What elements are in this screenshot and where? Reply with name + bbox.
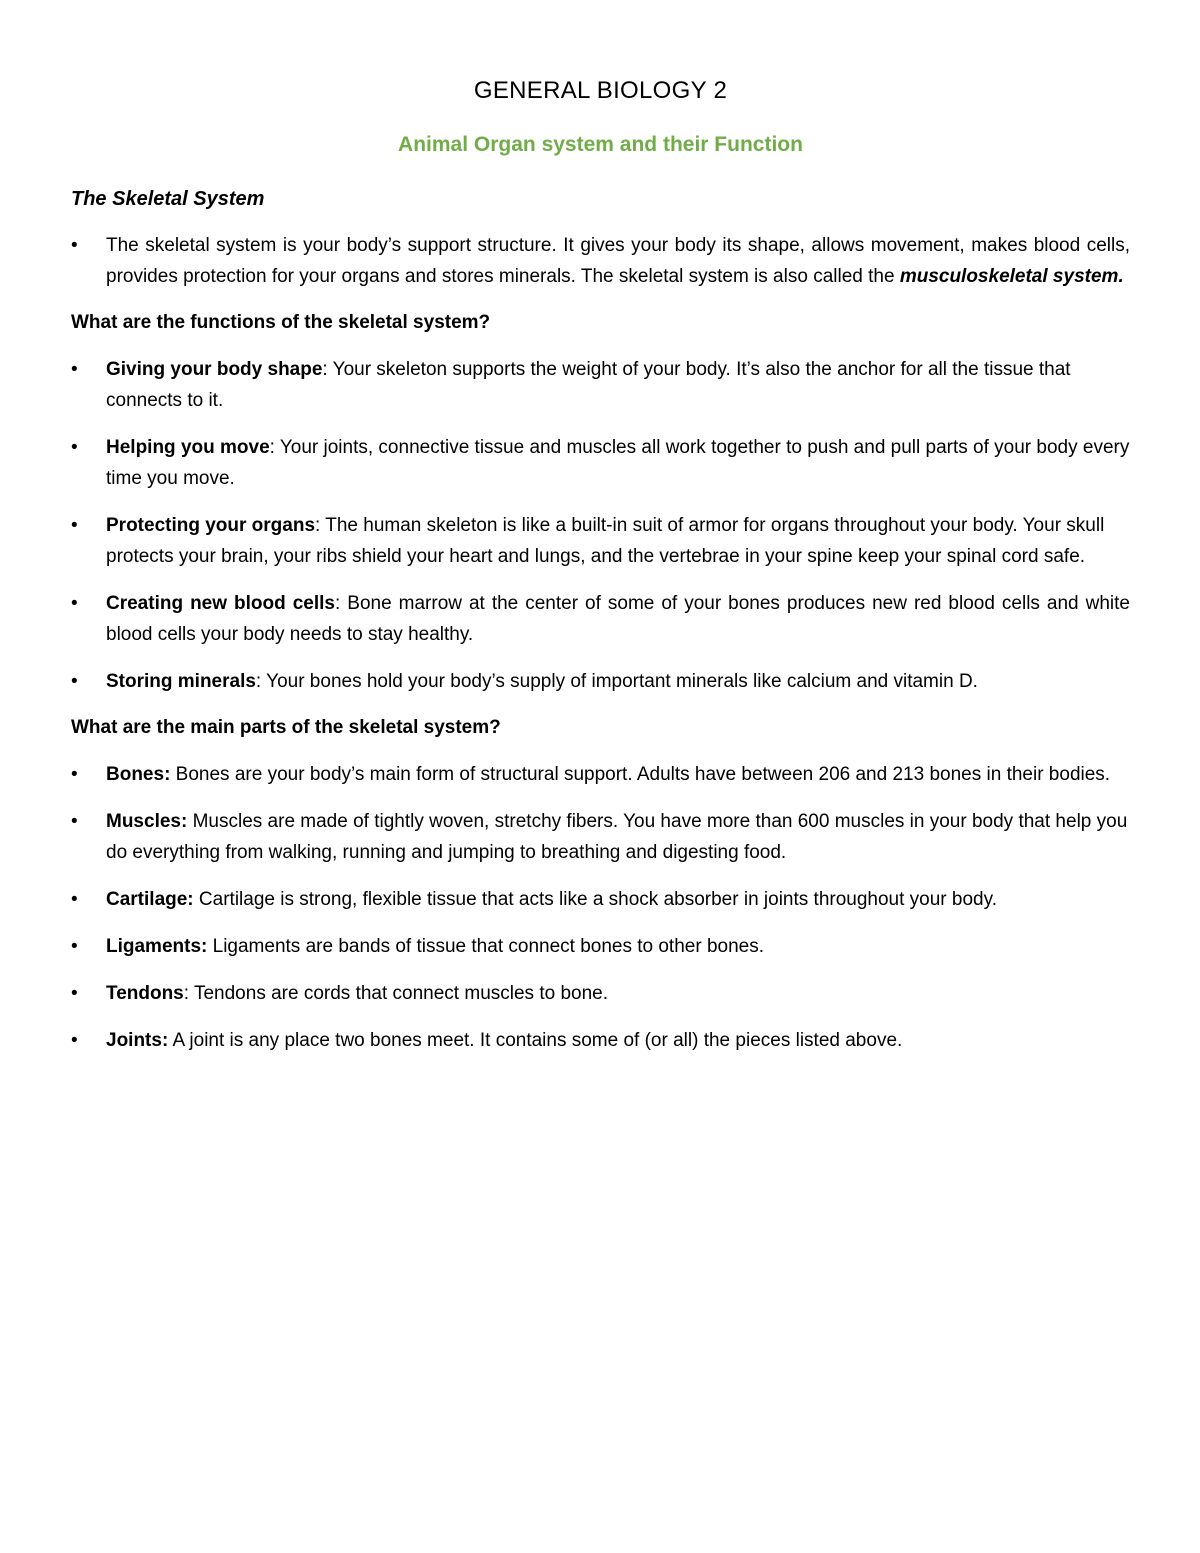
document-title: GENERAL BIOLOGY 2: [473, 77, 728, 104]
bullet-icon: •: [71, 936, 78, 957]
function-description: : Your bones hold your body’s supply of important minerals like calcium and vitamin D.: [255, 671, 978, 692]
bullet-icon: •: [71, 515, 78, 536]
bullet-icon: •: [71, 983, 78, 1004]
bullet-icon: •: [71, 1030, 78, 1051]
intro-text-end: .: [1118, 266, 1124, 287]
bullet-icon: •: [71, 811, 78, 832]
function-description: : The human skeleton is like a built-in suit of armor for organs throughout your body. Your skull protects your brain, your ribs shield your heart and lungs, and the vertebrae in your spine keep your spinal cord safe.: [106, 515, 1105, 567]
function-item: [71, 432, 1130, 494]
function-item: [71, 588, 1130, 650]
part-term: Ligaments:: [106, 936, 208, 957]
bullet-icon: •: [71, 437, 78, 458]
function-term: Protecting your organs: [106, 515, 316, 536]
parts-list: [71, 759, 1130, 1056]
part-term: Cartilage:: [106, 889, 194, 910]
bullet-icon: •: [71, 889, 78, 910]
document-subtitle: Animal Organ system and their Function: [398, 133, 803, 156]
function-term: Giving your body shape: [106, 359, 323, 380]
part-term: Bones:: [106, 764, 171, 785]
function-term: Creating new blood cells: [106, 593, 335, 614]
part-term: Muscles:: [106, 811, 188, 832]
function-item: [71, 354, 1130, 416]
intro-emphasis: musculoskeletal system: [899, 266, 1119, 287]
function-term: Storing minerals: [106, 671, 256, 692]
bullet-icon: •: [71, 359, 78, 380]
functions-question: What are the functions of the skeletal system?: [71, 312, 491, 333]
intro-text: The skeletal system is your body’s support structure. It gives your body its shape, allows movement, makes blood cells, provides protection for your organs and stores minerals. The skeletal system is also called the: [106, 235, 1130, 287]
parts-question: What are the main parts of the skeletal system?: [71, 717, 501, 738]
function-description: : Your joints, connective tissue and muscles all work together to push and pull parts of your body every time you move.: [106, 437, 1130, 489]
bullet-icon: •: [71, 671, 78, 692]
part-description: A joint is any place two bones meet. It contains some of (or all) the pieces listed above.: [168, 1030, 903, 1051]
part-description: Cartilage is strong, flexible tissue that acts like a shock absorber in joints throughout your body.: [193, 889, 997, 910]
bullet-icon: •: [71, 235, 78, 256]
part-item: [71, 1025, 1130, 1056]
part-item: [71, 759, 1130, 790]
part-description: Ligaments are bands of tissue that connect bones to other bones.: [207, 936, 764, 957]
bullet-icon: •: [71, 593, 78, 614]
part-item: [71, 978, 1130, 1009]
function-item: [71, 666, 1130, 697]
part-term: Tendons: [106, 983, 184, 1004]
function-description: : Bone marrow at the center of some of your bones produces new red blood cells and white blood cells your body needs to stay healthy.: [106, 593, 1130, 645]
bullet-icon: •: [71, 764, 78, 785]
part-item: [71, 884, 1130, 915]
section-heading-skeletal-system: The Skeletal System: [71, 188, 265, 210]
part-term: Joints:: [106, 1030, 169, 1051]
intro-list-item: [71, 230, 1130, 292]
part-description: Bones are your body’s main form of structural support. Adults have between 206 and 213 bones in their bodies.: [170, 764, 1111, 785]
functions-list: [71, 354, 1130, 697]
function-item: [71, 510, 1130, 572]
function-description: : Your skeleton supports the weight of your body. It’s also the anchor for all the tissue that connects to it.: [106, 359, 1071, 411]
part-item: [71, 931, 1130, 962]
function-term: Helping you move: [106, 437, 270, 458]
part-item: [71, 806, 1130, 868]
intro-list: [71, 230, 1130, 292]
part-description: : Tendons are cords that connect muscles to bone.: [183, 983, 608, 1004]
part-description: Muscles are made of tightly woven, stretchy fibers. You have more than 600 muscles in your body that help you do everything from walking, running and jumping to breathing and digesting food.: [106, 811, 1128, 863]
